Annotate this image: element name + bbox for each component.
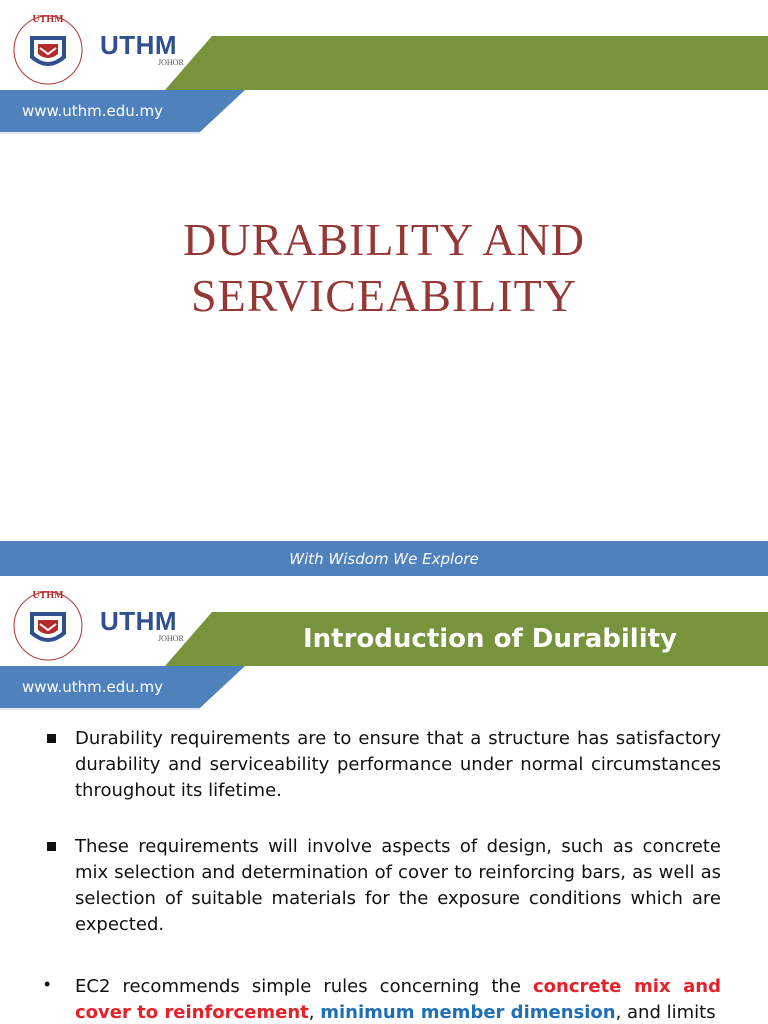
- round-bullet-icon: •: [44, 974, 51, 994]
- slide-title: Introduction of Durability: [302, 624, 677, 654]
- logo-wordmark: UTHM: [100, 606, 178, 636]
- slide-header: [0, 0, 768, 135]
- footer-motto: With Wisdom We Explore: [289, 550, 479, 568]
- slide-header: [0, 576, 768, 711]
- logo-subtitle: JOHOR: [158, 58, 184, 67]
- highlight-blue-text: minimum member dimension: [320, 1002, 616, 1023]
- slide-main-title: [0, 212, 768, 324]
- title-line-1: DURABILITY AND: [183, 214, 585, 265]
- uthm-logo: [10, 584, 182, 664]
- website-link[interactable]: www.uthm.edu.my: [22, 102, 163, 120]
- square-bullet-icon: [47, 842, 56, 851]
- square-bullet-icon: [47, 734, 56, 743]
- bullet-text: These requirements will involve aspects of design, such as concrete mix selection and determination of cover to reinforcing bars, as well as selection of suitable materials for the exposure conditions which are expected.: [75, 836, 721, 935]
- highlight-red-text: concrete mix and cover to reinforcement: [75, 976, 721, 1023]
- bullet-text: Durability requirements are to ensure that a structure has satisfactory durability and serviceability performance under normal circumstances throughout its lifetime.: [75, 728, 721, 801]
- bullet-text-part: ,: [308, 1002, 321, 1023]
- svg-text:UTHM: UTHM: [32, 14, 64, 25]
- bullet-text: [75, 974, 721, 1024]
- bullet-text-part: , and limits: [615, 1002, 716, 1023]
- crest-icon: [10, 8, 90, 88]
- bullet-text-part: EC2 recommends simple rules concerning the: [75, 976, 533, 997]
- website-link[interactable]: www.uthm.edu.my: [22, 678, 163, 696]
- crest-icon: [10, 584, 90, 664]
- logo-subtitle: JOHOR: [158, 634, 184, 643]
- uthm-logo: [10, 8, 182, 88]
- logo-wordmark: UTHM: [100, 30, 178, 60]
- slide-footer: [0, 541, 768, 576]
- title-line-2: SERVICEABILITY: [191, 270, 577, 321]
- content-slide: [0, 576, 768, 1024]
- svg-text:UTHM: UTHM: [32, 590, 64, 601]
